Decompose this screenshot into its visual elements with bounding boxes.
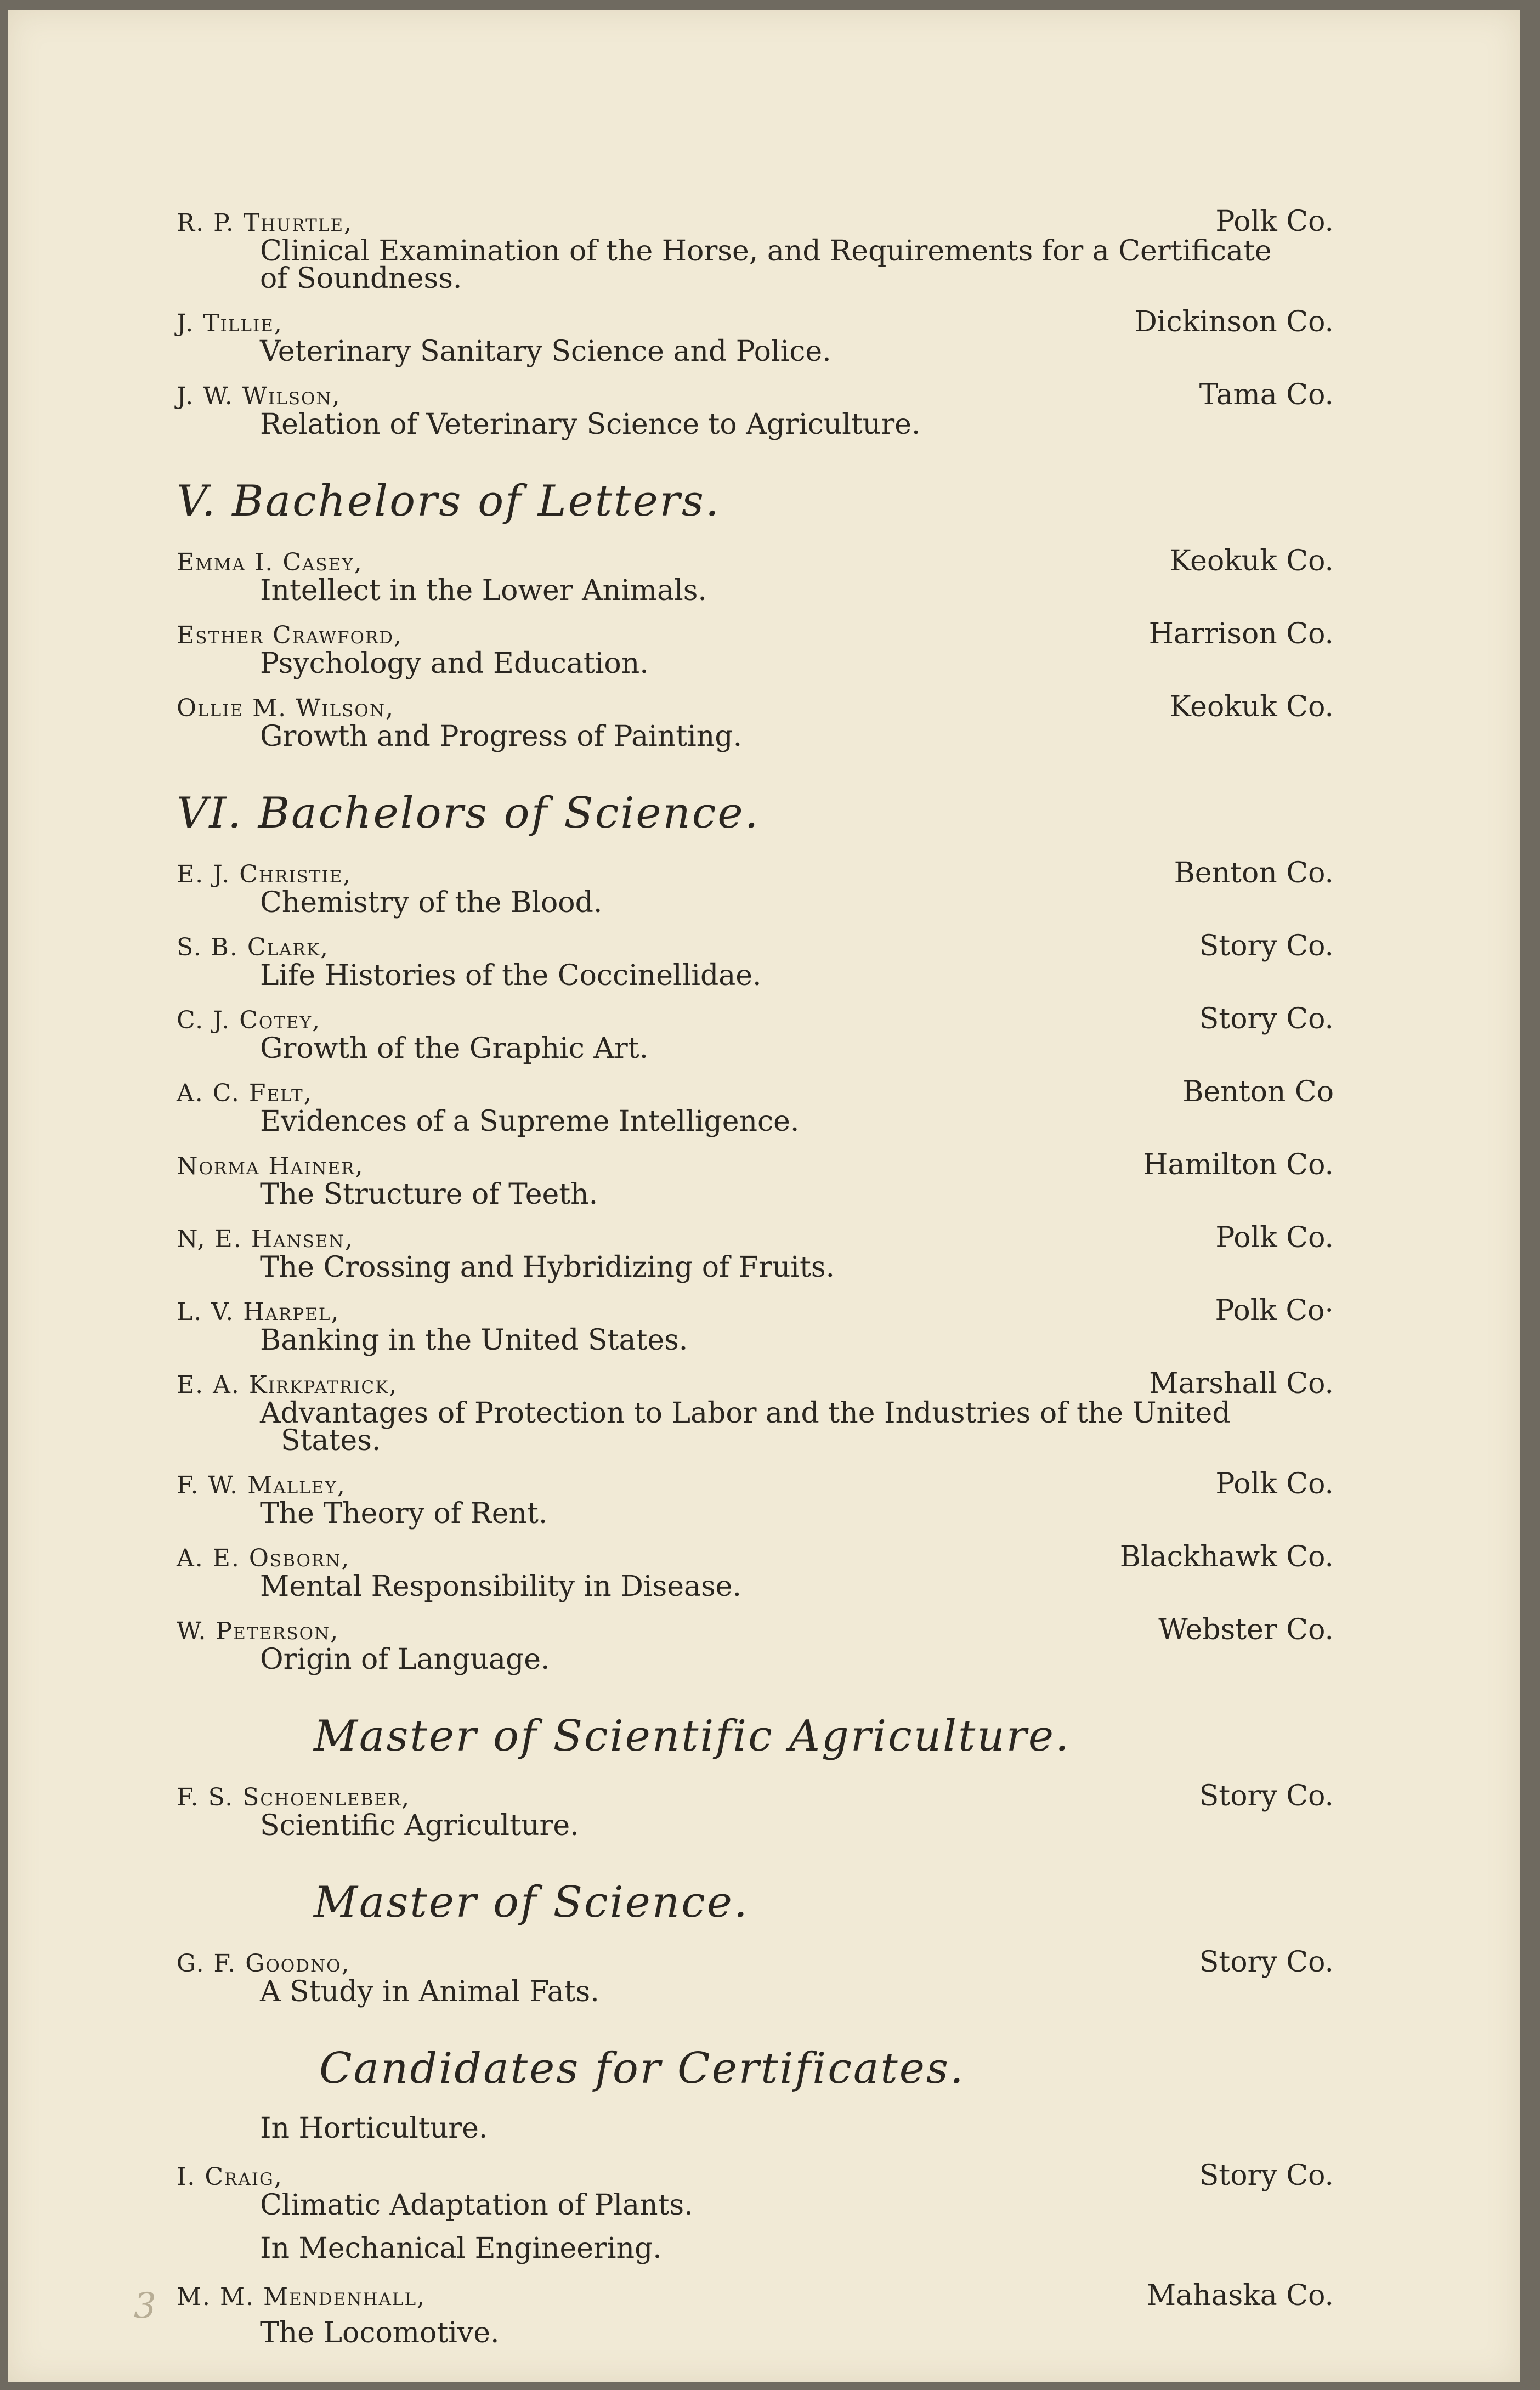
county: Story Co. bbox=[1199, 930, 1334, 962]
county: Polk Co. bbox=[1215, 1468, 1334, 1500]
page-content bbox=[177, 207, 1334, 2362]
county: Story Co. bbox=[1199, 1946, 1334, 1979]
county: Tama Co. bbox=[1199, 378, 1334, 411]
list-item bbox=[177, 2159, 1334, 2222]
list-item bbox=[177, 1148, 1334, 1211]
list-item bbox=[177, 1294, 1334, 1357]
certificate-subheading-mechanical-engineering: In Mechanical Engineering. bbox=[260, 2232, 662, 2265]
thesis-title: A Study in Animal Fats. bbox=[260, 1975, 599, 2008]
document-page bbox=[8, 10, 1520, 2382]
county: Benton Co. bbox=[1174, 857, 1334, 890]
thesis-title: Origin of Language. bbox=[260, 1643, 550, 1676]
county: Mahaska Co. bbox=[1146, 2279, 1334, 2312]
thesis-title: Intellect in the Lower Animals. bbox=[260, 574, 707, 607]
list-item bbox=[177, 1221, 1334, 1284]
list-item bbox=[177, 1613, 1334, 1676]
graduate-name: E. A. Kirkpatrick, bbox=[177, 1371, 398, 1399]
list-item bbox=[177, 1367, 1334, 1457]
list-item bbox=[177, 205, 1334, 295]
list-item bbox=[177, 1780, 1334, 1842]
graduate-name: C. J. Cotey, bbox=[177, 1006, 321, 1034]
county: Story Co. bbox=[1199, 1780, 1334, 1813]
graduate-name: Emma I. Casey, bbox=[177, 548, 363, 576]
thesis-title: Chemistry of the Blood. bbox=[260, 886, 603, 919]
page-number-mark: 3 bbox=[134, 2286, 156, 2326]
thesis-title: Mental Responsibility in Disease. bbox=[260, 1570, 741, 1603]
thesis-title: Life Histories of the Coccinellidae. bbox=[260, 959, 762, 992]
graduate-name: E. J. Christie, bbox=[177, 860, 352, 888]
thesis-title: Growth of the Graphic Art. bbox=[260, 1032, 649, 1065]
county: Keokuk Co. bbox=[1169, 690, 1334, 723]
thesis-title: Growth and Progress of Painting. bbox=[260, 720, 743, 753]
thesis-title: Veterinary Sanitary Science and Police. bbox=[260, 335, 831, 368]
county: Story Co. bbox=[1199, 2159, 1334, 2192]
county: Story Co. bbox=[1199, 1003, 1334, 1035]
county: Keokuk Co. bbox=[1169, 545, 1334, 577]
county: Blackhawk Co. bbox=[1119, 1541, 1334, 1573]
list-item bbox=[177, 618, 1334, 680]
list-item bbox=[177, 305, 1334, 368]
county: Webster Co. bbox=[1158, 1613, 1334, 1646]
graduate-name: M. M. Mendenhall, bbox=[177, 2283, 426, 2311]
graduate-name: Ollie M. Wilson, bbox=[177, 694, 394, 722]
certificate-subheading-horticulture: In Horticulture. bbox=[260, 2112, 488, 2145]
section-heading-bachelors-of-letters: V. Bachelors of Letters. bbox=[177, 477, 721, 526]
section-heading-bachelors-of-science: VI. Bachelors of Science. bbox=[177, 789, 760, 838]
graduate-name: G. F. Goodno, bbox=[177, 1950, 350, 1978]
list-item bbox=[177, 930, 1334, 992]
graduate-name: R. P. Thurtle, bbox=[177, 209, 353, 237]
county: Polk Co. bbox=[1215, 1221, 1334, 1254]
graduate-name: J. W. Wilson, bbox=[177, 382, 341, 410]
graduate-name: Norma Hainer, bbox=[177, 1152, 364, 1180]
graduate-name: S. B. Clark, bbox=[177, 933, 329, 961]
graduate-name: F. W. Malley, bbox=[177, 1471, 346, 1499]
section-heading-candidates-for-certificates: Candidates for Certificates. bbox=[319, 2044, 965, 2093]
thesis-title: Advantages of Protection to Labor and the Industries of the United bbox=[260, 1397, 1231, 1430]
list-item bbox=[177, 1948, 1334, 2006]
list-item bbox=[177, 2281, 1334, 2347]
thesis-title: The Crossing and Hybridizing of Fruits. bbox=[260, 1251, 835, 1284]
thesis-title: The Locomotive. bbox=[260, 2317, 500, 2349]
thesis-title-continued: States. bbox=[281, 1424, 381, 1457]
thesis-title: Evidences of a Supreme Intelligence. bbox=[260, 1105, 800, 1138]
list-item bbox=[177, 378, 1334, 441]
county: Polk Co· bbox=[1215, 1294, 1334, 1327]
thesis-title-continued: of Soundness. bbox=[260, 262, 462, 295]
section-heading-master-scientific-agriculture: Master of Scientific Agriculture. bbox=[314, 1712, 1071, 1761]
graduate-name: J. Tillie, bbox=[177, 309, 283, 337]
list-item bbox=[177, 1075, 1334, 1138]
graduate-name: A. C. Felt, bbox=[177, 1079, 313, 1107]
graduate-name: N, E. Hansen, bbox=[177, 1225, 354, 1253]
list-item bbox=[177, 1468, 1334, 1530]
graduate-name: I. Craig, bbox=[177, 2163, 283, 2191]
thesis-title: Climatic Adaptation of Plants. bbox=[260, 2189, 693, 2222]
graduate-name: A. E. Osborn, bbox=[177, 1544, 350, 1572]
list-item bbox=[177, 1003, 1334, 1065]
list-item bbox=[177, 1541, 1334, 1603]
thesis-title: Clinical Examination of the Horse, and Requirements for a Certificate bbox=[260, 235, 1272, 268]
thesis-title: Psychology and Education. bbox=[260, 647, 649, 680]
list-item bbox=[177, 857, 1334, 919]
thesis-title: Scientific Agriculture. bbox=[260, 1809, 579, 1842]
county: Harrison Co. bbox=[1148, 618, 1334, 650]
county: Hamilton Co. bbox=[1143, 1148, 1334, 1181]
county: Dickinson Co. bbox=[1134, 305, 1334, 338]
section-heading-master-of-science: Master of Science. bbox=[314, 1878, 749, 1927]
list-item bbox=[177, 545, 1334, 607]
graduate-name: Esther Crawford, bbox=[177, 621, 403, 649]
county: Benton Co bbox=[1182, 1075, 1334, 1108]
county: Polk Co. bbox=[1215, 205, 1334, 238]
graduate-name: L. V. Harpel, bbox=[177, 1298, 340, 1326]
graduate-name: W. Peterson, bbox=[177, 1617, 339, 1645]
graduate-name: F. S. Schoenleber, bbox=[177, 1783, 411, 1811]
thesis-title: The Theory of Rent. bbox=[260, 1497, 548, 1530]
thesis-title: Banking in the United States. bbox=[260, 1324, 688, 1357]
county: Marshall Co. bbox=[1149, 1367, 1334, 1400]
thesis-title: The Structure of Teeth. bbox=[260, 1178, 598, 1211]
list-item bbox=[177, 690, 1334, 753]
thesis-title: Relation of Veterinary Science to Agriculture. bbox=[260, 408, 921, 441]
